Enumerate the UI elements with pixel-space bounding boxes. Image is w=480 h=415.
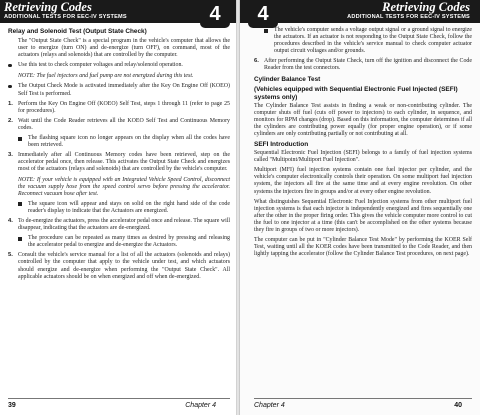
body-paragraph: The Cylinder Balance Test assists in finding a weak or non-contributing cylinder. The computer shuts off fuel (cuts off power to injectors) to each cylinder, in sequence, and monitors for RPM changes (drop). Based on this information, the computer determines if all the cylinders are contributing power equally (for proper engine operation), or if some cylinders are only contributing partially or not contributing at all. — [254, 102, 472, 137]
step-item — [8, 152, 230, 173]
step-item — [8, 118, 230, 132]
body-paragraph: Sequential Electronic Fuel Injection (SEFI) belongs to a family of fuel injection systems called "Multipoint/Multiport Fuel Injection". — [254, 150, 472, 164]
square-bullet-icon — [18, 202, 22, 206]
chapter-tab: 4 — [200, 0, 230, 28]
note-text: NOTE: If your vehicle is equipped with an Integrated Vehicle Speed Control, disconnect the vacuum supply hose from the speed control servo before pressing the accelerator. Reconnect vacuum hose after test. — [18, 176, 230, 197]
step-text: Immediately after all Continuous Memory codes have been retrieved, step on the accelerator pedal once, then release. This activates the Output State Check and energizes most of the actuators (relays and solenoids) that are controlled by the vehicle's computer. — [18, 152, 230, 173]
bullet-text: The Output Check Mode is activated immediately after the Key On Engine Off (KOEO) Self Test is performed. — [18, 83, 230, 97]
step-number: 5. — [8, 252, 13, 259]
bullet-text: Use this test to check computer voltages and relay/solenoid operation. — [18, 62, 183, 69]
right-page — [240, 0, 480, 415]
square-bullet-icon — [18, 137, 22, 141]
step-number: 3. — [8, 152, 13, 159]
step-item — [8, 218, 230, 232]
step-text: To de-energize the actuators, press the accelerator pedal once and release. The square will disappear, indicating that the actuators are de-energized. — [18, 217, 230, 232]
section-title: Cylinder Balance Test — [254, 75, 321, 83]
header-title: Retrieving Codes — [4, 0, 92, 14]
intro-paragraph: The "Output State Check" is a special program in the vehicle's computer that allows the user to energize (turn ON) and de-energize (turn OFF), on command, most of the actuators (relays and solenoids) that are controlled by the computer. — [18, 38, 230, 59]
step-text: Perform the Key On Engine Off (KOEO) Self Test, steps 1 through 11 (refer to page 25 for procedures). — [18, 100, 230, 114]
bullet-dot-icon — [8, 85, 12, 89]
bullet-item — [8, 62, 230, 70]
step-text: Consult the vehicle's service manual for a list of all the actuators (solenoids and relays) controlled by the computer that apply to the vehicle under test, and which actuators should energize and de-energize when performing the "Output State Check". All applicable actuators should be on when energized and off when de-energized. — [18, 252, 230, 280]
body-paragraph: The computer can be put in "Cylinder Balance Test Mode" by performing the KOER Self Test, waiting until all the KOER codes have been transmitted to the Code Reader, and then lightly tapping the accelerator (follow the Cylinder Balance Test procedures, on next page). — [254, 237, 472, 258]
header-subtitle: ADDITIONAL TESTS FOR EEC-IV SYSTEMS — [347, 14, 470, 20]
subsection-title: (Vehicles equipped with Sequential Electronic Fuel Injected (SEFI) systems only) — [254, 85, 458, 101]
body-paragraph: Multiport (MFI) fuel injection systems contain one fuel injector per cylinder, and the vehicle's computer electronically controls their operation. On some multiport fuel injection system, the injectors all fire at the same time and at every engine revolution. On other systems the injectors fire in groups and/or at every other engine revolution. — [254, 167, 472, 195]
footer-chapter: Chapter 4 — [254, 402, 285, 409]
footer-rule — [254, 398, 472, 399]
section-title: Relay and Solenoid Test (Output State Check) — [8, 28, 147, 35]
page-body — [254, 27, 472, 261]
sub-bullet-item — [8, 235, 230, 249]
sub-bullet-item — [8, 201, 230, 215]
bullet-dot-icon — [8, 64, 12, 68]
chapter-tab: 4 — [248, 0, 278, 28]
sub-bullet-text: The square icon will appear and stays on solid on the right hand side of the code reader's display to indicate that the Actuators are energized. — [28, 200, 230, 214]
step-number: 4. — [8, 217, 13, 224]
step-number: 1. — [8, 100, 13, 107]
header-title: Retrieving Codes — [382, 0, 470, 14]
page-number: 39 — [8, 402, 16, 409]
body-paragraph: What distinguishes Sequential Electronic Fuel Injection systems from other multiport fuel injection systems is that each injector is independently energized and fires sequentially one after the other in the proper firing order. This gives the vehicle computer more control to cut the fuel to one injector at a time (this can't be accomplished on the other systems because they fire in groups of two or more injectors). — [254, 198, 472, 233]
sub-bullet-text: The vehicle's computer sends a voltage output signal or a ground signal to energize the actuators. If an actuator is not responding to the Output State Check, follow the procedures described in the vehicle's service manual to check computer actuator output circuit voltages and/or grounds. — [274, 27, 472, 55]
step-text: After performing the Output State Check, turn off the ignition and disconnect the Code Reader from the test connectors. — [264, 58, 472, 72]
step-text: Wait until the Code Reader retrieves all the KOEO Self Test and Continuous Memory codes. — [18, 117, 230, 131]
step-number: 2. — [8, 117, 13, 124]
header-subtitle: ADDITIONAL TESTS FOR EEC-IV SYSTEMS — [4, 14, 127, 20]
sub-bullet-text: The flashing square icon no longer appears on the display when all the codes have been retrieved. — [28, 135, 230, 149]
step-item — [8, 252, 230, 280]
footer-rule — [8, 398, 230, 399]
page-number: 40 — [454, 402, 462, 409]
sub-bullet-item — [8, 135, 230, 149]
footer-chapter: Chapter 4 — [185, 402, 216, 409]
sub-bullet-item — [254, 27, 472, 55]
square-bullet-icon — [264, 29, 268, 33]
note-text: NOTE: The fuel injectors and fuel pump are not energized during this test. — [18, 73, 194, 80]
step-item — [8, 101, 230, 115]
subsection-title: SEFI Introduction — [254, 141, 309, 149]
left-page — [0, 0, 236, 415]
step-item — [254, 58, 472, 72]
page-body — [8, 27, 230, 284]
bullet-item — [8, 83, 230, 97]
step-number: 6. — [254, 58, 259, 65]
square-bullet-icon — [18, 237, 22, 241]
sub-bullet-text: The procedure can be repeated as many times as desired by pressing and releasing the accelerator pedal to energize and de-energize the Actuators. — [28, 235, 230, 249]
